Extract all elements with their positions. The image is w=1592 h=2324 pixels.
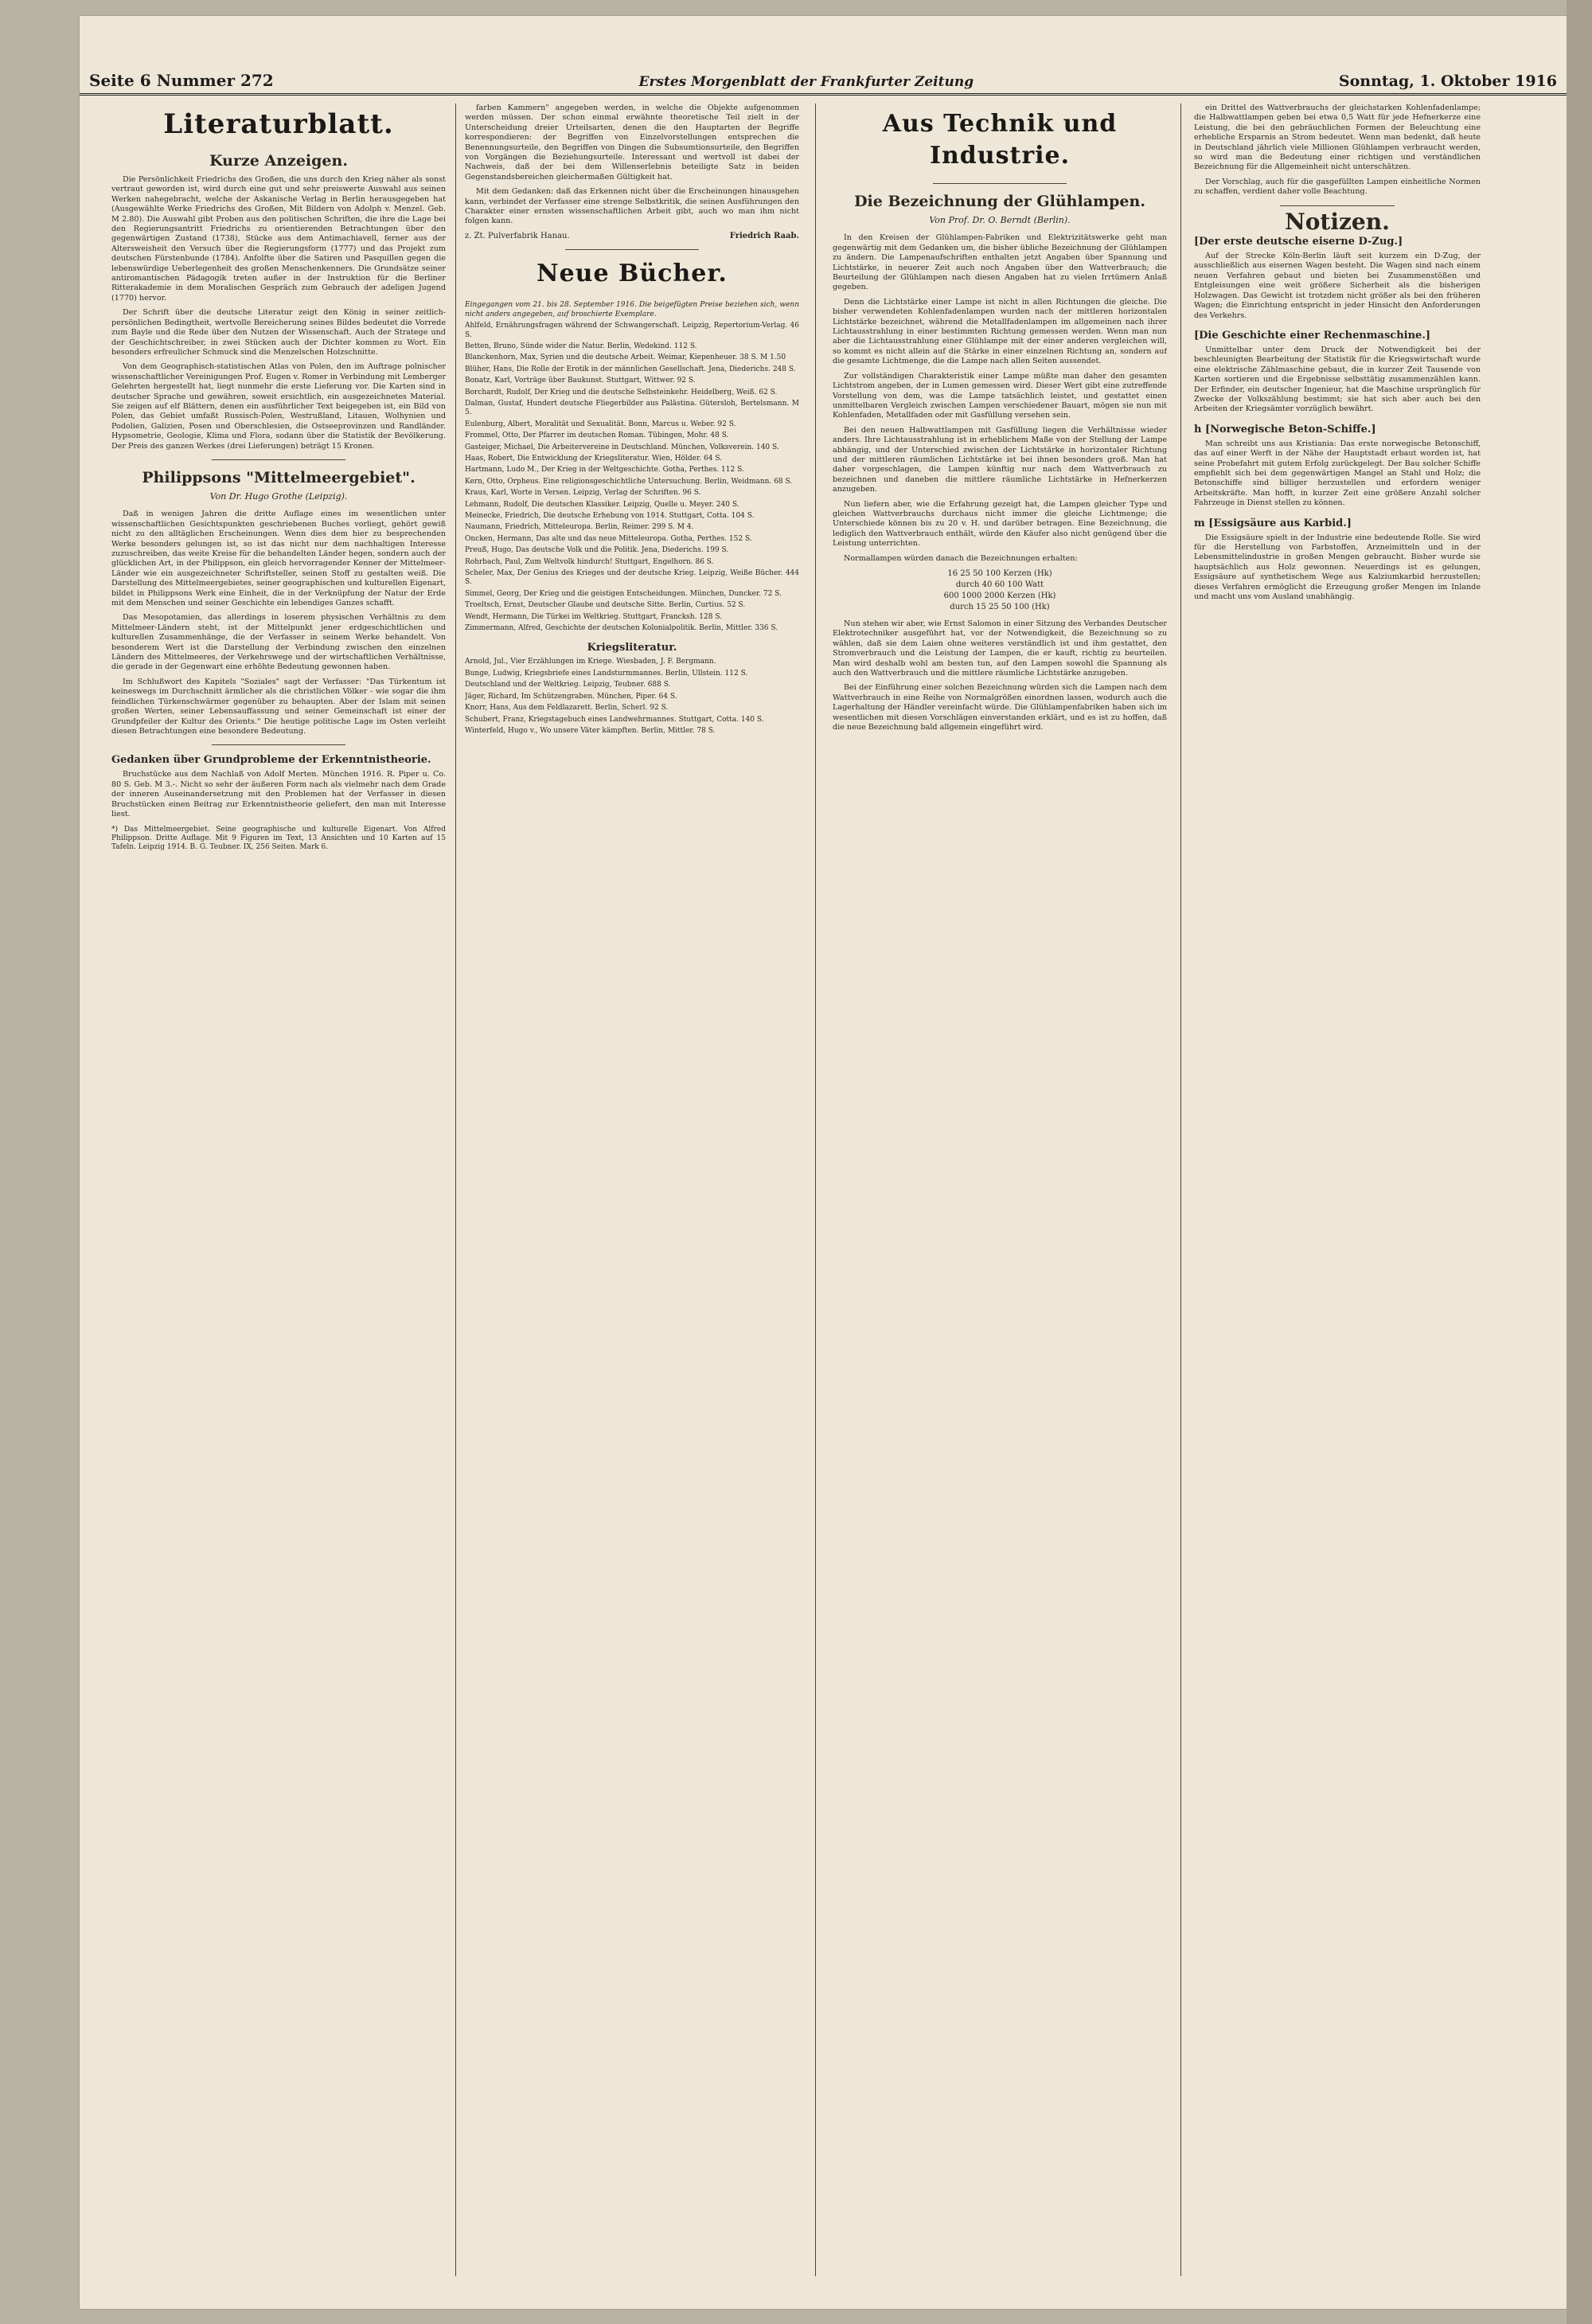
note-heading: h [Norwegische Beton-Schiffe.]: [1194, 423, 1376, 436]
paragraph: Bei den neuen Halbwattlampen mit Gasfüllung liegen die Verhältnisse wieder anders. Ihre Lichtausstrahlung ist in erheblichem Maße von der Stellung der Lampe abhängig, und der Unterschied zwischen der Lichtstärke in horizontaler Richtung und der mittleren räumlichen Lichtstärke ist bei ihnen besonders groß. Man hat daher vorgeschlagen, die Lampen künftig nur nach dem Wattverbrauch zu bezeichnen und daneben die mittlere räumliche Lichtstärke in Hefnerkerzen anzugeben.: [833, 425, 1167, 494]
book-entry: Winterfeld, Hugo v., Wo unsere Väter kämpften. Berlin, Mittler. 78 S.: [465, 726, 716, 735]
book-entry: Preuß, Hugo, Das deutsche Volk und die Politik. Jena, Diederichs. 199 S.: [465, 546, 729, 555]
books-intro: Eingegangen vom 21. bis 28. September 1916. Die beigefügten Preise beziehen sich, wenn nicht anders angegeben, auf broschierte Exemplare.: [465, 301, 799, 318]
book-entry: Kraus, Karl, Worte in Versen. Leipzig, Verlag der Schriften. 96 S.: [465, 489, 701, 498]
book-entry: Frommel, Otto, Der Pfarrer im deutschen Roman. Tübingen, Mohr. 48 S.: [465, 432, 729, 440]
table-row: durch 15 25 50 100 (Hk): [950, 603, 1050, 611]
book-entry: Dalman, Gustaf, Hundert deutsche Fliegerbilder aus Palästina. Gütersloh, Bertelsmann. M 5.: [465, 399, 799, 417]
book-entry: Blüher, Hans, Die Rolle der Erotik in der männlichen Gesellschaft. Jena, Diederichs. 248 S.: [465, 365, 796, 373]
book-entry: Borchardt, Rudolf, Der Krieg und die deutsche Selbsteinkehr. Heidelberg, Weiß. 62 S.: [465, 388, 778, 396]
paragraph: Zur vollständigen Charakteristik einer Lampe müßte man daher den gesamten Lichtstrom angeben, der in Lumen gemessen wird. Dieser Wert gibt eine zutreffende Vorstellung von dem, was die Lampe tatsächlich leistet, und gestattet einen unmittelbaren Vergleich zwischen Lampen verschiedener Bauart, mögen sie nun mit Kohlenfaden, Metallfaden oder mit Gasfüllung versehen sein.: [833, 371, 1167, 420]
article-heading: Philippsons "Mittelmeergebiet".: [142, 468, 416, 486]
book-entry: Wendt, Hermann, Die Türkei im Weltkrieg. Stuttgart, Francksh. 128 S.: [465, 612, 723, 621]
divider: [212, 744, 345, 745]
paragraph: Im Schlußwort des Kapitels "Soziales" sagt der Verfasser: "Das Türkentum ist keineswegs im Durchschnitt ärmlicher als die christlichen Völker - wie sogar die ihm feindlichen Türkenschwärmer gegenüber zu behaupten. Aber der Islam mit seinen großen Werten, seiner Lebensauffassung und seiner Gemeinschaft ist einer der Grundpfeiler der Kultur des Orients." Die heutige politische Lage im Osten verleiht diesen Betrachtungen eine besondere Bedeutung.: [111, 677, 446, 736]
table-row: 16 25 50 100 Kerzen (Hk): [947, 569, 1052, 578]
book-entry: Meinecke, Friedrich, Die deutsche Erhebung von 1914. Stuttgart, Cotta. 104 S.: [465, 512, 755, 520]
book-entry: Naumann, Friedrich, Mitteleuropa. Berlin, Reimer. 299 S. M 4.: [465, 523, 694, 532]
paragraph: Daß in wenigen Jahren die dritte Auflage eines im wesentlichen unter wissenschaftlichen Gesichtspunkten geschriebenen Buches vorliegt, gehört gewiß nicht zu den alltäglichen Erscheinungen. Wenn dies dem hier zu besprechenden Werke besonders gelungen ist, so ist das nicht nur dem nachhaltigen Interesse zuzuschreiben, das weite Kreise für die behandelten Länder hegen, sondern auch der glücklichen Art, in der Philippson, ein gleich hervorragender Kenner der Mittelmeer-Länder wie ein ausgezeichneter Schriftsteller, seinen Stoff zu gestalten weiß. Die Darstellung des Mittelmeergebietes, seiner geographischen und kulturellen Eigenart, bildet in Philippsons Werk eine Einheit, die in der Verknüpfung der Natur der Erde mit dem Menschen und seiner Geschichte ein lebendiges Ganzes schafft.: [111, 510, 446, 608]
note-heading: [Der erste deutsche eiserne D-Zug.]: [1194, 236, 1403, 248]
scan-edge: [1567, 0, 1592, 2324]
paragraph: farben Kammern" angegeben werden, in welche die Objekte aufgenommen werden müssen. Der schon einmal erwähnte theoretische Teil zielt in der Unterscheidung dreier Urteilsarten, denen die den Hauptarten der Begriffe korrespondieren: der Begriffen von Einzelvorstellungen entsprechen die Benennungsurteile, den Begriffen von Dingen die Subsumtionsurteile, den Begriffen von Vorgängen die Beziehungsurteile. Interessant und wertvoll ist dabei der Nachweis, daß der bei dem Willenserlebnis beteiligte Satz in beiden Gegenstandsbereichen gleichermaßen Gültigkeit hat.: [465, 104, 799, 182]
subhead: Kurze Anzeigen.: [209, 152, 348, 170]
footnote: *) Das Mittelmeergebiet. Seine geographische und kulturelle Eigenart. Von Alfred Philippson. Dritte Auflage. Mit 9 Figuren im Text, 13 Ansichten und 10 Karten auf 15 Tafeln. Leipzig 1914. B. G. Teubner. IX, 256 Seiten. Mark 6.: [111, 826, 446, 852]
table-label: Normallampen würden danach die Bezeichnungen erhalten:: [844, 553, 1078, 563]
paragraph: Bruchstücke aus dem Nachlaß von Adolf Merten. München 1916. R. Piper u. Co. 80 S. Geb. M 3.-. Nicht so sehr der äußeren Form nach als vielmehr nach dem Grade der inneren Auseinandersetzung mit den Problemen hat der Verfasser in diesen Bruchstücken einen Beitrag zur Erkenntnistheorie geliefert, den man mit Interesse liest.: [111, 770, 446, 818]
book-entry: Schubert, Franz, Kriegstagebuch eines Landwehrmannes. Stuttgart, Cotta. 140 S.: [465, 715, 764, 724]
column-rule: [815, 104, 816, 2276]
column-literaturblatt: [111, 104, 446, 2276]
paragraph: Die Essigsäure spielt in der Industrie eine bedeutende Rolle. Sie wird für die Herstellung von Farbstoffen, Arzneimitteln und in der Lebensmittelindustrie in großen Mengen gebraucht. Bisher wurde sie hauptsächlich aus Holz gewonnen. Neuerdings ist es gelungen, Essigsäure auf synthetischem Wege aus Kalziumkarbid herzustellen; dieses Verfahren ermöglicht die Erzeugung großer Mengen im Inlande und macht uns vom Ausland unabhängig.: [1194, 533, 1481, 602]
paragraph: Unmittelbar unter dem Druck der Notwendigkeit bei der beschleunigten Bearbeitung der Statistik für die Kriegswirtschaft wurde eine elektrische Zählmaschine gebaut, die in kurzer Zeit Tausende von Karten sortieren und die Ergebnisse selbsttätig zusammenzählen kann. Der Erfinder, ein deutscher Ingenieur, hat die Maschine ursprünglich für Zwecke der Volkszählung bestimmt; sie hat sich aber auch bei den Arbeiten der Kriegsämter vorzüglich bewährt.: [1194, 345, 1481, 414]
divider: [1280, 205, 1395, 206]
column-notizen: [1194, 104, 1481, 2276]
book-entry: Deutschland und der Weltkrieg. Leipzig, Teubner. 688 S.: [465, 681, 671, 689]
paragraph: ein Drittel des Wattverbrauchs der gleichstarken Kohlenfadenlampe; die Halbwattlampen geben bei etwa 0,5 Watt für jede Hefnerkerze eine Leistung, die bei den gebräuchlichen Formen der Beleuchtung eine erhebliche Ersparnis an Strom bedeutet. Wenn man bedenkt, daß heute in Deutschland jährlich viele Millionen Glühlampen verbraucht werden, so wird man die Bedeutung einer richtigen und verständlichen Bezeichnung für die Allgemeinheit nicht unterschätzen.: [1194, 104, 1481, 172]
paragraph: Denn die Lichtstärke einer Lampe ist nicht in allen Richtungen die gleiche. Die bisher verwendeten Kohlenfadenlampen wurden nach der mittleren horizontalen Lichtstärke bezeichnet, während die Metallfadenlampen im allgemeinen nach ihrer Lichtausstrahlung in einer bestimmten Richtung gemessen werden. Wenn man nun aber die Lichtausstrahlung einer Glühlampe mit der einer anderen vergleichen will, so kommt es nicht allein auf die Stärke in einer einzelnen Richtung an, sondern auf die gesamte Lichtmenge, die die Lampe nach allen Seiten aussendet.: [833, 297, 1167, 366]
book-entry: Blanckenhorn, Max, Syrien und die deutsche Arbeit. Weimar, Kiepenheuer. 38 S. M 1.50: [465, 353, 786, 362]
column-technik: [833, 104, 1167, 2276]
paragraph: Bei der Einführung einer solchen Bezeichnung würden sich die Lampen nach dem Wattverbrauch in eine Reihe von Normalgrößen einordnen lassen, wodurch auch die Lagerhaltung der Händler vereinfacht würde. Die Glühlampenfabriken haben sich im wesentlichen mit diesen Vorschlägen einverstanden erklärt, und es ist zu hoffen, daß die neue Bezeichnung bald allgemein eingeführt wird.: [833, 683, 1167, 732]
book-entry: Ahlfeld, Ernährungsfragen während der Schwangerschaft. Leipzig, Repertorium-Verlag. 46 S.: [465, 322, 799, 339]
paragraph: In den Kreisen der Glühlampen-Fabriken und Elektrizitätswerke geht man gegenwärtig mit dem Gedanken um, die bisher übliche Bezeichnung der Glühlampen zu ändern. Die Lampenaufschriften enthalten jetzt Angaben über Spannung und Lichtstärke, in neuerer Zeit auch noch Angaben über den Wattverbrauch; die Beurteilung der Glühlampen nach diesen Angaben hat zu vielen Irrtümern Anlaß gegeben.: [833, 233, 1167, 292]
paragraph: Nun liefern aber, wie die Erfahrung gezeigt hat, die Lampen gleicher Type und gleichen Wattverbrauchs durchaus nicht immer die gleiche Lichtmenge; die Unterschiede können bis zu 20 v. H. und darüber betragen. Eine Bezeichnung, die lediglich den Wattverbrauch enthält, würde den Käufer also nicht genügend über die Leistung unterrichten.: [833, 499, 1167, 549]
divider: [212, 459, 345, 460]
byline: Von Prof. Dr. O. Berndt (Berlin).: [929, 215, 1071, 225]
column-rule: [1180, 104, 1181, 2276]
column-neue-buecher: [465, 104, 799, 2276]
note-heading: [Die Geschichte einer Rechenmaschine.]: [1194, 329, 1431, 342]
book-entry: Simmel, Georg, Der Krieg und die geistigen Entscheidungen. München, Duncker. 72 S.: [465, 589, 782, 598]
paragraph: Der Vorschlag, auch für die gasgefüllten Lampen einheitliche Normen zu schaffen, verdient daher volle Beachtung.: [1194, 177, 1481, 197]
book-entry: Haas, Robert, Die Entwicklung der Kriegsliteratur. Wien, Hölder. 64 S.: [465, 454, 723, 463]
paragraph: Nun stehen wir aber, wie Ernst Salomon in einer Sitzung des Verbandes Deutscher Elektrotechniker ausgeführt hat, vor der Notwendigkeit, die Bezeichnung so zu wählen, daß sie dem Laien ohne weiteres verständlich ist und ihm gestattet, den Stromverbrauch und die Leistung der Lampen, die er kauft, richtig zu beurteilen. Man wird deshalb wohl am besten tun, auf den Lampen sowohl die Spannung als auch den Wattverbrauch und die mittlere räumliche Lichtstärke anzugeben.: [833, 619, 1167, 678]
signature: Friedrich Raab.: [729, 231, 799, 240]
section-title: Aus Technik und Industrie.: [882, 110, 1118, 170]
paragraph: Die Persönlichkeit Friedrichs des Großen, die uns durch den Krieg näher als sonst vertraut geworden ist, wird durch eine gut und sehr preiswerte Auswahl aus seinen Werken nahegebracht, welche der Askanische Verlag in Berlin herausgegeben hat (Ausgewählte Werke Friedrichs des Großen, Mit Bildern von Adolph v. Menzel. Geb. M 2.80). Die Auswahl gibt Proben aus den politischen Schriften, die ihre die Lage bei den Regierungsantritt Friedrichs zu orientierenden Betrachtungen über den gegenwärtigen Zustand (1738), Stücke aus dem Antimachiavell, ferner aus der Altersweisheit den Versuch über die Regierungsform (1777) und das Projekt zum deutschen Fürstenbunde (1784). Anfolfte über die Satiren und Pasquillen gegen die lebenswürdige Ueberlegenheit des großen Menschenkenners. Die Grundsätze seiner antiromantischen Pädagogik treten außer in der Instruktion für die Berliner Ritterakademie in dem Moralischen Gespräch zum Gebrauch der adeligen Jugend (1770) hervor.: [111, 175, 446, 303]
paragraph: Von dem Geographisch-statistischen Atlas von Polen, den im Auftrage polnischer wissenschaftlicher Vereinigungen Prof. Eugen v. Romer in Verbindung mit Lemberger Gelehrten hergestellt hat, liegt nunmehr die erste Lieferung vor. Die Karten sind in deutscher Sprache und gewähren, soweit ersichtlich, ein ausgezeichnetes Material. Sie zeigen auf elf Blättern, denen ein ausführlicher Text beigegeben ist, ein Bild von Polen, das Gebiet umfaßt Russisch-Polen, Westrußland, Litauen, Wolhynien und Podolien, Galizien, Posen und Oberschlesien, die Ostseeprovinzen und Randländer. Hypsometrie, Geologie, Klima und Flora, sodann über die Statistik der Bevölkerung. Der Preis des ganzen Werkes (drei Lieferungen) beträgt 15 Kronen.: [111, 362, 446, 451]
paragraph: Mit dem Gedanken: daß das Erkennen nicht über die Erscheinungen hinausgehen kann, verbindet der Verfasser eine strenge Selbstkritik, die seinen Ausführungen den Charakter einer ernsten wissenschaftlichen Arbeit gibt, auch wo man ihm nicht folgen kann.: [465, 187, 799, 226]
book-entry: Oncken, Hermann, Das alte und das neue Mitteleuropa. Gotha, Perthes. 152 S.: [465, 534, 752, 543]
war-literature-heading: Kriegsliteratur.: [587, 642, 677, 654]
page-number: Seite 6 Nummer 272: [89, 71, 274, 90]
section-title: Literaturblatt.: [163, 108, 394, 140]
book-entry: Lehmann, Rudolf, Die deutschen Klassiker. Leipzig, Quelle u. Meyer. 240 S.: [465, 500, 739, 509]
book-entry: Knorr, Hans, Aus dem Feldlazarett. Berlin, Scherl. 92 S.: [465, 704, 669, 713]
paragraph: Das Mesopotamien, das allerdings in loserem physischen Verhältnis zu dem Mittelmeer-Ländern steht, ist der Mittelpunkt jener erdgeschichtlichen und kulturellen Zusammenhänge, die der Verfasser in seinem Werke behandelt. Von besonderem Wert ist die Darstellung der Verbindung zwischen den einzelnen Ländern des Mittelmeeres, der Verkehrswege und der wirtschaftlichen Verhältnisse, die gerade in der Gegenwart eine erhöhte Bedeutung gewonnen haben.: [111, 613, 446, 672]
book-entry: Hartmann, Ludo M., Der Krieg in der Weltgeschichte. Gotha, Perthes. 112 S.: [465, 466, 744, 475]
book-entry: Scheler, Max, Der Genius des Krieges und der deutsche Krieg. Leipzig, Weiße Bücher. 444 S.: [465, 569, 799, 587]
table-row: 600 1000 2000 Kerzen (Hk): [943, 592, 1056, 600]
masthead: [80, 68, 1567, 96]
book-entry: Troeltsch, Ernst, Deutscher Glaube und deutsche Sitte. Berlin, Curtius. 52 S.: [465, 601, 746, 610]
book-entry: Gasteiger, Michael, Die Arbeitervereine in Deutschland. München, Volksverein. 140 S.: [465, 443, 779, 451]
section-title: Neue Bücher.: [537, 260, 728, 288]
column-rule: [455, 104, 456, 2276]
book-list: [465, 301, 799, 736]
article-heading: Gedanken über Grundprobleme der Erkenntnistheorie.: [111, 754, 431, 767]
paragraph: Auf der Strecke Köln-Berlin läuft seit kurzem ein D-Zug, der ausschließlich aus eisernen Wagen besteht. Die Wagen sind nach einem neuen Verfahren gebaut und bieten bei Zusammenstößen und Entgleisungen eine weit größere Sicherheit als die bisherigen Holzwagen. Das Gewicht ist trotzdem nicht größer als bei den früheren Wagen; die Einrichtung entspricht in jeder Hinsicht den Anforderungen des Verkehrs.: [1194, 252, 1481, 320]
paragraph: Man schreibt uns aus Kristiania: Das erste norwegische Betonschiff, das auf einer Werft in der Nähe der Hauptstadt erbaut worden ist, hat seine Probefahrt mit gutem Erfolg zurückgelegt. Der Bau solcher Schiffe empfiehlt sich bei dem gegenwärtigen Mangel an Stahl und Holz; die Betonschiffe sind billiger herzustellen und erfordern weniger Arbeitskräfte. Man hofft, in kurzer Zeit eine größere Anzahl solcher Fahrzeuge in Dienst stellen zu können.: [1194, 439, 1481, 508]
note-heading: m [Essigsäure aus Karbid.]: [1194, 517, 1352, 529]
signature-place: z. Zt. Pulverfabrik Hanau.: [465, 231, 570, 240]
divider: [933, 183, 1067, 184]
byline: Von Dr. Hugo Grothe (Leipzig).: [209, 490, 348, 502]
book-entry: Arnold, Jul., Vier Erzählungen im Kriege. Wiesbaden, J. F. Bergmann.: [465, 658, 716, 666]
article-heading: Die Bezeichnung der Glühlampen.: [854, 193, 1145, 210]
book-entry: Rohrbach, Paul, Zum Weltvolk hindurch! Stuttgart, Engelhorn. 86 S.: [465, 557, 714, 566]
book-entry: Jäger, Richard, Im Schützengraben. München, Piper. 64 S.: [465, 692, 677, 701]
book-entry: Kern, Otto, Orpheus. Eine religionsgeschichtliche Untersuchung. Berlin, Weidmann. 68 S.: [465, 477, 793, 486]
book-entry: Bunge, Ludwig, Kriegsbriefe eines Landsturmmannes. Berlin, Ullstein. 112 S.: [465, 669, 748, 678]
section-title: Notizen.: [1285, 208, 1390, 235]
paragraph: Der Schrift über die deutsche Literatur zeigt den König in seiner zeitlich-persönlichen Bedingtheit, wertvolle Bereicherung seines Bildes bedeutet die Vorrede zum Bayle und die Rede über den Nutzen der Wissenschaft. Auch der Stratege und der Geschichtschreiber, in zwei Stücken auch der Dichter kommen zu Wort. Ein besonders erfreulicher Schmuck sind die Menzelschen Holzschnitte.: [111, 308, 446, 357]
book-entry: Betten, Bruno, Sünde wider die Natur. Berlin, Wedekind. 112 S.: [465, 342, 697, 350]
value-table: [833, 568, 1167, 613]
table-row: durch 40 60 100 Watt: [955, 580, 1044, 589]
issue-date: Sonntag, 1. Oktober 1916: [1338, 72, 1557, 90]
book-entry: Bonatz, Karl, Vorträge über Baukunst. Stuttgart, Wittwer. 92 S.: [465, 377, 696, 385]
newspaper-title: Erstes Morgenblatt der Frankfurter Zeitung: [638, 74, 974, 90]
divider: [565, 249, 699, 250]
book-entry: Eulenburg, Albert, Moralität und Sexualität. Bonn, Marcus u. Weber. 92 S.: [465, 420, 736, 428]
book-entry: Zimmermann, Alfred, Geschichte der deutschen Kolonialpolitik. Berlin, Mittler. 336 S.: [465, 624, 778, 633]
